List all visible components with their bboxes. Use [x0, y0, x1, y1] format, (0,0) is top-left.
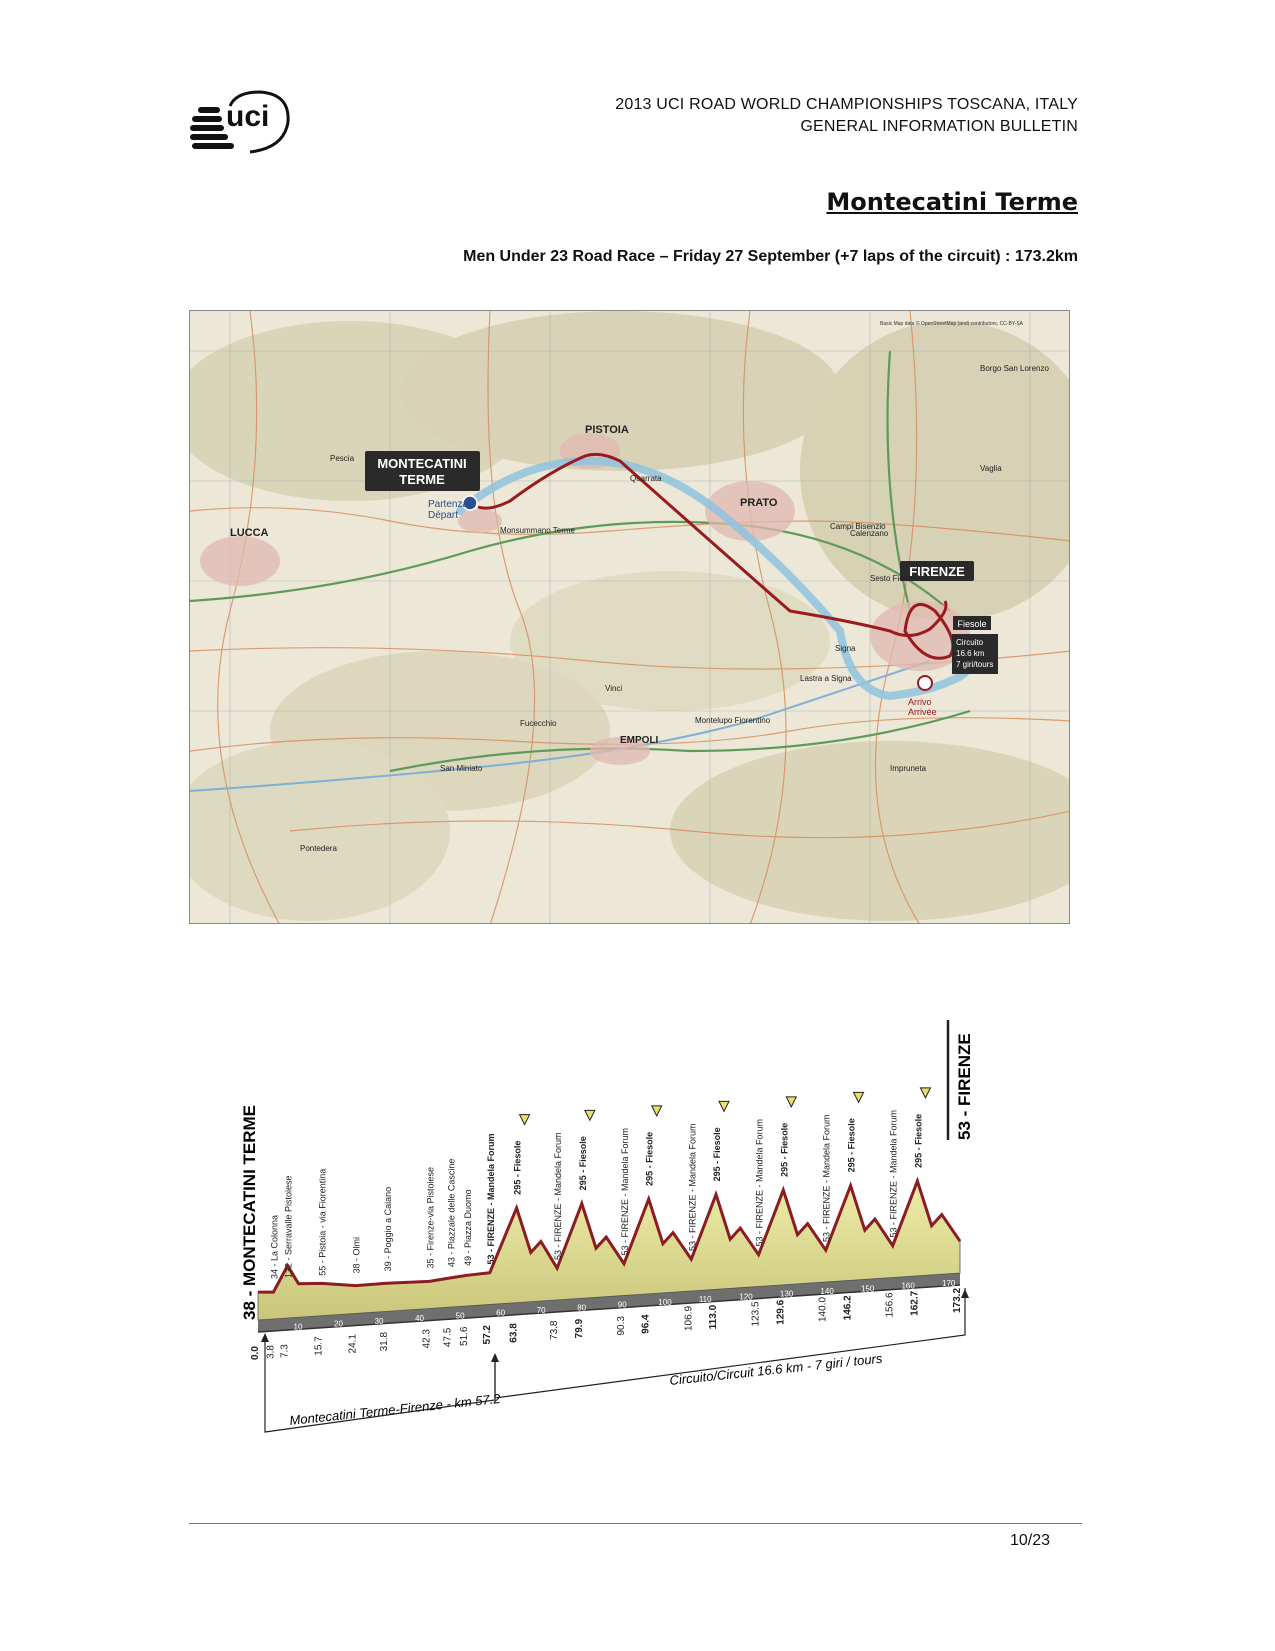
gpm-triangle-icon: [585, 1110, 595, 1120]
km-mark: 140.0: [817, 1296, 829, 1323]
gpm-triangle-icon: [854, 1092, 864, 1102]
waypoint-label: 34 - La Colonna: [269, 1214, 280, 1279]
axis-tick: 80: [577, 1303, 587, 1313]
elevation-profile: [240, 1020, 1050, 1460]
header-line-1: 2013 UCI ROAD WORLD CHAMPIONSHIPS TOSCANA, ITALY: [615, 96, 1078, 113]
map-finish-label: FIRENZE: [909, 564, 965, 579]
town-label: Lastra a Signa: [800, 674, 852, 683]
km-mark: 79.9: [573, 1318, 585, 1339]
waypoint-label: 38 - Olmi: [351, 1236, 362, 1274]
waypoint-label: 53 - FIRENZE - Mandela Forum: [619, 1127, 630, 1256]
waypoint-label: 295 - Fiesole: [712, 1127, 723, 1182]
axis-tick: 170: [942, 1278, 956, 1288]
km-mark: 42.3: [421, 1329, 433, 1349]
waypoint-label: 132 - Serravalle Pistoiese: [283, 1175, 294, 1279]
gpm-triangle-icon: [719, 1101, 729, 1111]
route-map: [189, 310, 1070, 924]
race-subtitle: Men Under 23 Road Race – Friday 27 September (+7 laps of the circuit) : 173.2km: [463, 248, 1078, 265]
waypoint-label: 43 - Piazzale delle Cascine: [446, 1158, 457, 1268]
waypoint-label: 53 - FIRENZE - Mandela Forum: [687, 1123, 698, 1251]
waypoint-label: 53 - FIRENZE - Mandela Forum: [485, 1133, 496, 1265]
axis-tick: 40: [415, 1314, 425, 1324]
axis-tick: 30: [374, 1316, 384, 1326]
map-start-sub-1: Partenza: [428, 499, 469, 510]
waypoint-label: 53 - FIRENZE - Mandela Forum: [754, 1118, 765, 1247]
profile-finish-label: 53 - FIRENZE: [955, 1033, 974, 1140]
axis-tick: 50: [455, 1311, 465, 1321]
town-label: PISTOIA: [585, 424, 629, 436]
km-mark: 113.0: [708, 1304, 720, 1330]
km-mark: 24.1: [347, 1333, 359, 1354]
axis-tick: 110: [698, 1295, 712, 1305]
km-mark: 146.2: [842, 1295, 854, 1321]
waypoint-label: 55 - Pistoia - via Fiorentina: [317, 1168, 328, 1276]
town-label: Vinci: [605, 684, 623, 693]
waypoint-label: 53 - FIRENZE - Mandela Forum: [821, 1114, 832, 1243]
town-label: LUCCA: [230, 527, 269, 539]
map-arrivo-1: Arrivo: [908, 697, 932, 707]
map-start-sub-2: Départ: [428, 510, 459, 521]
axis-tick: 20: [334, 1319, 343, 1329]
map-arrivo-2: Arrivée: [908, 707, 937, 717]
map-start-label-1: MONTECATINI: [377, 456, 467, 471]
waypoint-label: 295 - Fiesole: [644, 1131, 655, 1186]
town-label: Pescia: [330, 454, 355, 463]
km-mark: 123.5: [750, 1301, 762, 1327]
km-mark: 7.3: [279, 1344, 291, 1359]
axis-tick: 130: [779, 1289, 794, 1299]
town-label: Monsummano Terme: [500, 526, 575, 535]
km-mark: 90.3: [615, 1316, 627, 1336]
town-label: Sesto Fiorentino: [870, 574, 929, 583]
section-label-1: Montecatini Terme-Firenze - km 57.2: [288, 1390, 502, 1428]
waypoint-label: 53 - FIRENZE - Mandela Forum: [553, 1132, 564, 1260]
km-mark: 15.7: [313, 1336, 325, 1356]
gpm-triangle-icon: [786, 1097, 796, 1107]
gpm-triangle-icon: [652, 1106, 662, 1116]
logo-text: uci: [226, 100, 270, 133]
km-mark: 106.9: [683, 1305, 695, 1331]
map-circuit-1: Circuito: [956, 638, 984, 647]
waypoint-label: 35 - Firenze-via Pistoiese: [425, 1166, 436, 1269]
page-number: 10/23: [1009, 1532, 1050, 1549]
axis-tick: 120: [739, 1292, 753, 1302]
axis-tick: 10: [293, 1322, 303, 1332]
uci-logo: [190, 88, 295, 156]
waypoint-label: 295 - Fiesole: [779, 1122, 790, 1177]
gpm-triangle-icon: [920, 1088, 930, 1098]
km-mark: 96.4: [640, 1314, 652, 1334]
km-mark: 51.6: [459, 1326, 471, 1346]
waypoint-label: 295 - Fiesole: [913, 1113, 924, 1168]
waypoint-label: 39 - Poggio a Caiano: [382, 1186, 393, 1272]
header-line-2: GENERAL INFORMATION BULLETIN: [800, 118, 1078, 135]
km-mark: 31.8: [378, 1331, 390, 1352]
km-mark: 0.0: [250, 1346, 261, 1360]
page-title: Montecatini Terme: [826, 188, 1078, 216]
axis-tick: 150: [860, 1284, 875, 1294]
town-label: Montelupo Fiorentino: [695, 716, 771, 725]
km-mark: 73.8: [549, 1320, 561, 1340]
town-label: Borgo San Lorenzo: [980, 364, 1049, 373]
profile-start-label: 38 - MONTECATINI TERME: [240, 1104, 259, 1320]
axis-tick: 160: [901, 1281, 915, 1291]
finish-flag-icon: [918, 676, 932, 690]
km-mark: 129.6: [775, 1299, 787, 1325]
town-label: PRATO: [740, 497, 778, 509]
axis-tick: 100: [658, 1297, 672, 1307]
town-label: Signa: [835, 644, 856, 653]
footer-rule: [189, 1523, 1082, 1524]
km-mark: 47.5: [442, 1327, 454, 1348]
axis-tick: 60: [496, 1308, 506, 1318]
waypoint-label: 53 - FIRENZE - Mandela Forum: [888, 1109, 899, 1238]
km-mark: 162.7: [909, 1290, 921, 1316]
town-label: Vaglia: [980, 464, 1002, 473]
km-mark: 63.8: [508, 1323, 520, 1343]
section-label-2: Circuito/Circuit 16.6 km - 7 giri / tours: [668, 1350, 883, 1388]
waypoint-label: 295 - Fiesole: [846, 1118, 857, 1173]
waypoint-label: 295 - Fiesole: [512, 1140, 523, 1195]
town-label: EMPOLI: [620, 735, 659, 746]
map-circuit-2: 16.6 km: [956, 649, 985, 658]
map-svg: [190, 311, 1070, 924]
map-credit: Basic Map data © OpenStreetMap (and) contributors, CC-BY-SA: [880, 321, 1024, 327]
map-start-label-2: TERME: [399, 472, 445, 487]
document-header: [615, 94, 1078, 138]
town-label: Campi Bisenzio: [830, 522, 886, 531]
waypoint-label: 295 - Fiesole: [577, 1136, 588, 1191]
town-label: Calenzano: [850, 529, 889, 538]
gpm-triangle-icon: [520, 1115, 530, 1125]
map-fiesole-label: Fiesole: [957, 619, 987, 629]
axis-tick: 90: [617, 1300, 627, 1310]
town-label: Fucecchio: [520, 719, 557, 728]
town-label: Quarrata: [630, 474, 662, 483]
axis-tick: 140: [820, 1287, 834, 1297]
town-label: Impruneta: [890, 764, 927, 773]
waypoint-label: 49 - Piazza Duomo: [463, 1189, 474, 1266]
km-mark: 57.2: [481, 1325, 493, 1345]
axis-tick: 70: [536, 1306, 546, 1316]
profile-svg: [240, 1020, 1050, 1460]
km-mark: 173.2: [952, 1287, 963, 1313]
map-circuit-3: 7 giri/tours: [956, 660, 994, 669]
km-mark: 3.8: [265, 1345, 277, 1359]
town-label: Pontedera: [300, 844, 337, 853]
town-label: San Miniato: [440, 764, 483, 773]
km-mark: 156.6: [884, 1292, 896, 1318]
